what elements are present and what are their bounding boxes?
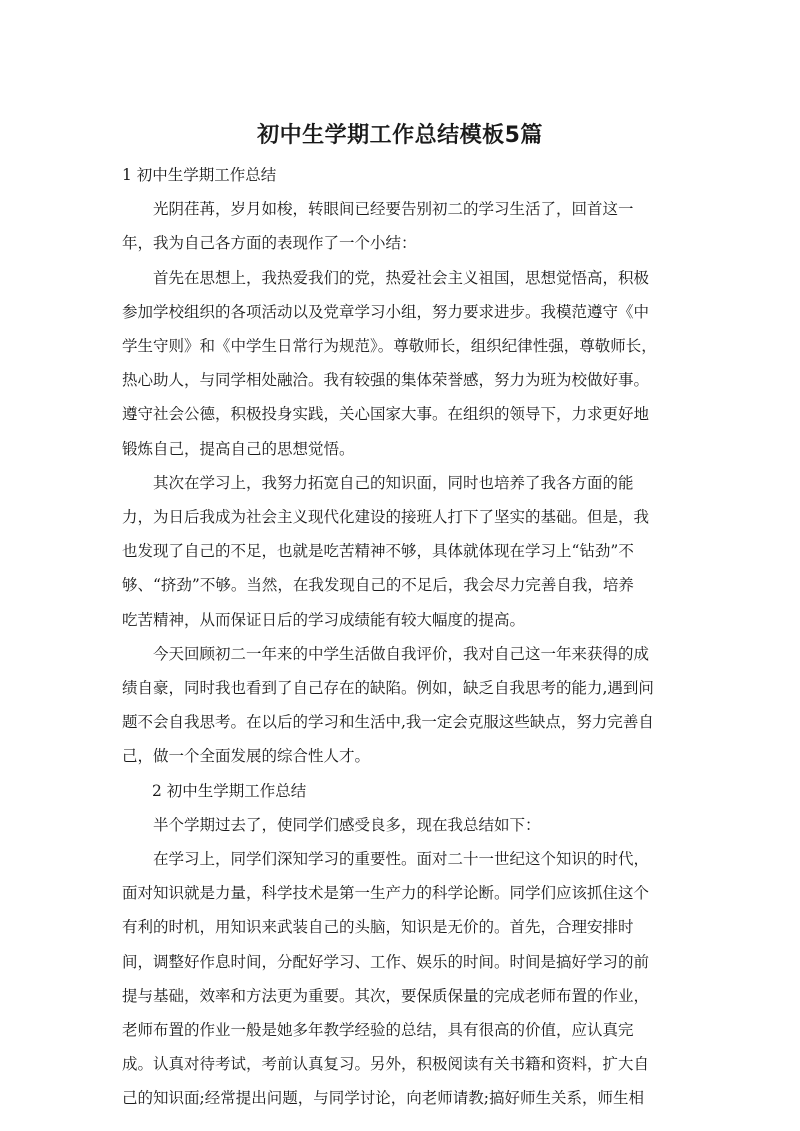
paragraph bbox=[122, 637, 682, 774]
paragraph-line: 遵守社会公德，积极投身实践，关心国家大事。在组织的领导下，力求更好地 bbox=[122, 405, 650, 424]
paragraph-line: 有利的时机，用知识来武装自己的头脑，知识是无价的。首先，合理安排时 bbox=[122, 918, 634, 937]
paragraph-line: 老师布置的作业一般是她多年教学经验的总结，具有很高的价值，应认真完 bbox=[122, 1021, 634, 1040]
paragraph-line: 够、“挤劲”不够。当然，在我发现自己的不足后，我会尽力完善自我，培养 bbox=[122, 576, 634, 595]
paragraph-line: 在学习上，同学们深知学习的重要性。面对二十一世纪这个知识的时代， bbox=[153, 850, 650, 869]
paragraph-line: 绩自豪，同时我也看到了自己存在的缺陷。例如，缺乏自我思考的能力,遇到问 bbox=[122, 679, 654, 698]
paragraph bbox=[122, 808, 682, 842]
paragraph-line: 己，做一个全面发展的综合性人才。 bbox=[122, 747, 371, 766]
paragraph bbox=[122, 192, 682, 260]
paragraph bbox=[122, 842, 682, 1116]
section-heading: 2 初中生学期工作总结 bbox=[152, 781, 307, 800]
paragraph-line: 学生守则》和《中学生日常行为规范》。尊敬师长，组织纪律性强，尊敬师长， bbox=[122, 337, 657, 356]
paragraph bbox=[122, 466, 682, 637]
paragraph-line: 也发现了自己的不足，也就是吃苦精神不够，具体就体现在学习上“钻劲”不 bbox=[122, 542, 634, 561]
paragraph-line: 光阴荏苒，岁月如梭，转眼间已经要告别初二的学习生活了，回首这一 bbox=[153, 200, 634, 219]
paragraph-line: 题不会自我思考。在以后的学习和生活中,我一定会克服这些缺点，努力完善自 bbox=[122, 713, 654, 732]
paragraph-line: 锻炼自己，提高自己的思想觉悟。 bbox=[122, 439, 355, 458]
paragraph-line: 年，我为自己各方面的表现作了一个小结： bbox=[122, 234, 417, 253]
paragraph-line: 首先在思想上，我热爱我们的党，热爱社会主义祖国，思想觉悟高，积极 bbox=[153, 268, 650, 287]
paragraph-line: 半个学期过去了，使同学们感受良多，现在我总结如下： bbox=[153, 815, 541, 834]
document-body bbox=[122, 158, 682, 1116]
paragraph bbox=[122, 261, 682, 466]
section-heading: 1 初中生学期工作总结 bbox=[122, 166, 277, 184]
paragraph-line: 间，调整好作息时间，分配好学习、工作、娱乐的时间。时间是搞好学习的前 bbox=[122, 952, 650, 971]
paragraph-line: 热心助人，与同学相处融洽。我有较强的集体荣誉感，努力为班为校做好事。 bbox=[122, 371, 650, 390]
document-title: 初中生学期工作总结模板5篇 bbox=[257, 123, 543, 148]
paragraph-line: 吃苦精神，从而保证日后的学习成绩能有较大幅度的提高。 bbox=[122, 610, 526, 629]
paragraph-line: 今天回顾初二一年来的中学生活做自我评价，我对自己这一年来获得的成 bbox=[153, 644, 650, 663]
paragraph-line: 其次在学习上，我努力拓宽自己的知识面，同时也培养了我各方面的能 bbox=[153, 473, 634, 492]
paragraph-line: 力，为日后我成为社会主义现代化建设的接班人打下了坚实的基础。但是，我 bbox=[122, 508, 650, 527]
paragraph-line: 面对知识就是力量，科学技术是第一生产力的科学论断。同学们应该抓住这个 bbox=[122, 884, 650, 903]
paragraph-line: 提与基础，效率和方法更为重要。其次，要保质保量的完成老师布置的作业， bbox=[122, 986, 650, 1005]
paragraph-line: 成。认真对待考试，考前认真复习。另外，积极阅读有关书籍和资料，扩大自 bbox=[122, 1055, 650, 1074]
paragraph-line: 参加学校组织的各项活动以及党章学习小组，努力要求进步。我模范遵守《中 bbox=[122, 302, 650, 321]
paragraph-line: 己的知识面;经常提出问题，与同学讨论，向老师请教;搞好师生关系，师生相 bbox=[122, 1089, 644, 1108]
